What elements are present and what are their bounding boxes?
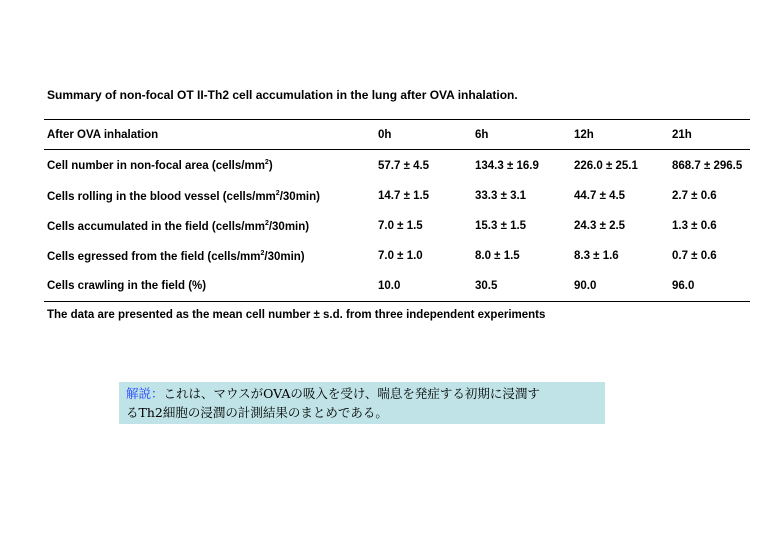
data-table (44, 120, 753, 149)
explanation-line-2: るTh2細胞の浸潤の計測結果のまとめである。 (126, 405, 388, 420)
table-row (44, 271, 753, 301)
cell-value: 24.3 ± 2.5 (574, 220, 626, 232)
cell-value: 8.0 ± 1.5 (475, 250, 520, 262)
cell-value: 44.7 ± 4.5 (574, 190, 626, 202)
explanation-label: 解説： (126, 386, 164, 401)
summary-table (44, 119, 750, 302)
header-6h: 6h (475, 128, 489, 141)
table-header-row (44, 120, 753, 149)
row-label: Cells crawling in the field (%) (47, 280, 207, 292)
row-label: Cells rolling in the blood vessel $(cells/mm^2/30\min)$ (47, 189, 320, 203)
table-bottom-rule (44, 301, 750, 302)
cell-value: 2.7 ± 0.6 (672, 190, 717, 202)
cell-value: 0.7 ± 0.6 (672, 250, 717, 262)
cell-value: 96.0 (672, 280, 695, 292)
document-title: Summary of non-focal OT II-Th2 cell accumulation in the lung after OVA inhalation. (47, 88, 518, 102)
cell-value: 57.7 ± 4.5 (378, 159, 430, 172)
header-0h: 0h (378, 128, 392, 141)
row-label: Cells accumulated in the field $(cells/mm^2/30\min)$ (47, 219, 310, 233)
header-21h: 21h (672, 128, 692, 141)
header-condition: After OVA inhalation (47, 128, 159, 141)
cell-value: 33.3 ± 3.1 (475, 190, 527, 202)
cell-value: 30.5 (475, 280, 498, 292)
explanation-box (119, 382, 605, 424)
table-row (44, 181, 753, 211)
cell-value: 1.3 ± 0.6 (672, 220, 717, 232)
row-label: Cells egressed from the field $(cells/mm^2/30\min)$ (47, 249, 305, 263)
cell-value: 90.0 (574, 280, 597, 292)
cell-value: 868.7 ± 296.5 (672, 159, 743, 172)
explanation-line-1 (126, 384, 605, 403)
data-table-body (44, 150, 753, 301)
table-row (44, 211, 753, 241)
explanation-text-1: これは、マウスがOVAの吸入を受け、喘息を発症する初期に浸潤す (163, 386, 540, 401)
cell-value: 134.3 ± 16.9 (475, 159, 539, 172)
row-label: Cell number in non-focal area $(cells/mm^2)$ (47, 159, 273, 172)
cell-value: 8.3 ± 1.6 (574, 250, 619, 262)
table-row (44, 150, 753, 181)
cell-value: 226.0 ± 25.1 (574, 159, 638, 172)
cell-value: 15.3 ± 1.5 (475, 220, 527, 232)
cell-value: 10.0 (378, 280, 401, 292)
table-row (44, 241, 753, 271)
cell-value: 14.7 ± 1.5 (378, 190, 430, 202)
table-footnote: The data are presented as the mean cell number ± s.d. from three independent experiments (47, 309, 546, 321)
cell-value: 7.0 ± 1.5 (378, 220, 423, 232)
header-12h: 12h (574, 128, 594, 141)
cell-value: 7.0 ± 1.0 (378, 250, 423, 262)
